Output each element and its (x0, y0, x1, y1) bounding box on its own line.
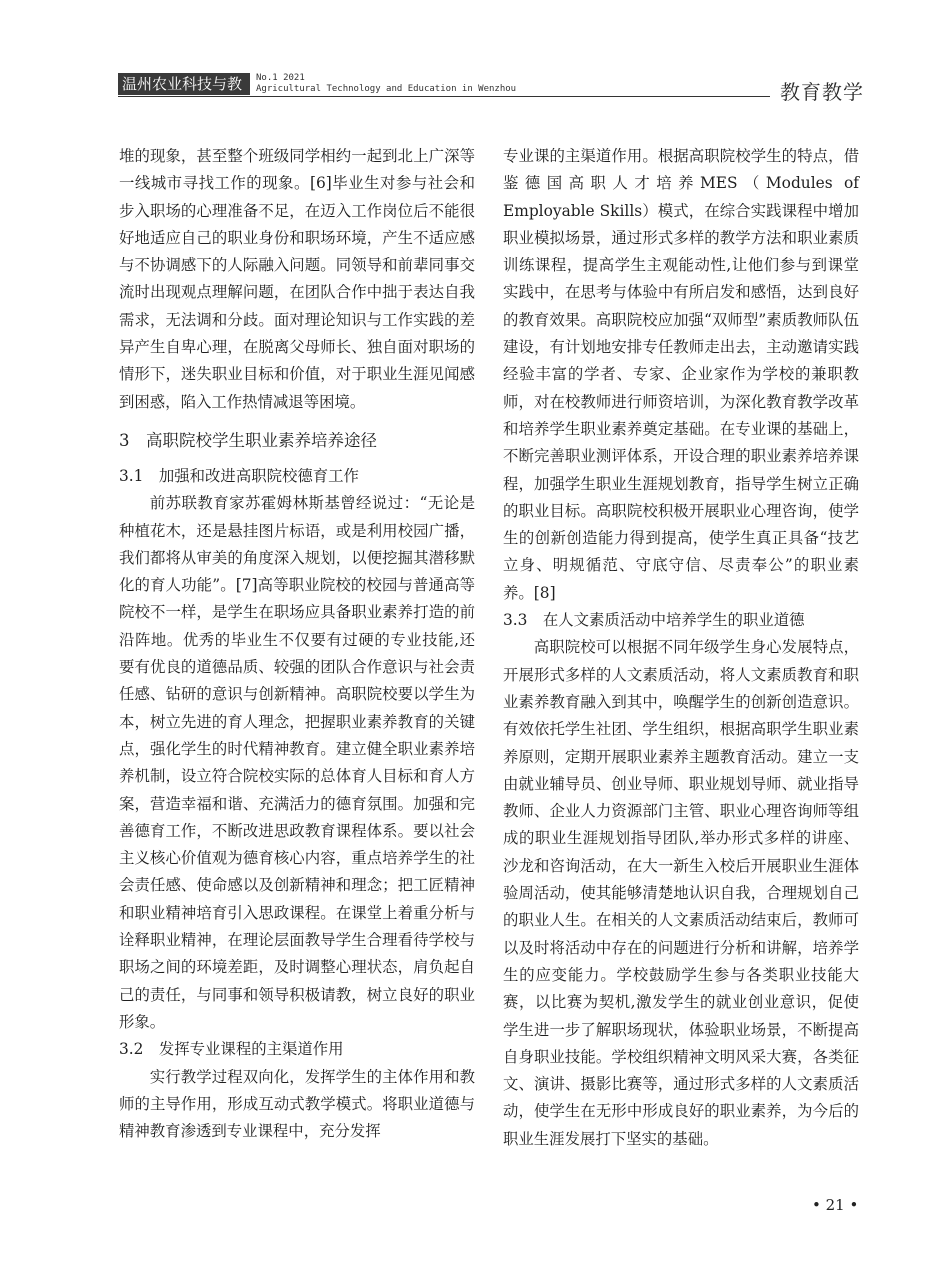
issue-number: No.1 2021 (256, 73, 305, 83)
paragraph: 前苏联教育家苏霍姆林斯基曾经说过：“无论是种植花木，还是悬挂图片标语，或是利用校园广播，我们都将从审美的角度深入规划，以便挖掘其潜移默化的育人功能”。[7]高等职业院校的校园与普通高等院校不一样，是学生在职场应具备职业素养打造的前沿阵地。优秀的毕业生不仅要有过硬的专业技能,还要有优良的道德品质、较强的团队合作意识与社会责任感、钻研的意识与创新精神。高职院校要以学生为本，树立先进的育人理念，把握职业素养教育的关键点，强化学生的时代精神教育。建立健全职业素养培养机制，设立符合院校实际的总体育人目标和育人方案，营造幸福和谐、充满活力的德育氛围。加强和完善德育工作，不断改进思政教育课程体系。要以社会主义核心价值观为德育核心内容，重点培养学生的社会责任感、使命感以及创新精神和理念；把工匠精神和职业精神培育引入思政课程。在课堂上着重分析与诠释职业精神，在理论层面教导学生合理看待学校与职场之间的环境差距，及时调整心理状态，肩负起自己的责任，与同事和领导积极请教，树立良好的职业形象。 (119, 494, 475, 1031)
left-column (119, 143, 475, 1145)
subsection-3-3-heading: 3.3 在人文素质活动中培养学生的职业道德 (503, 611, 805, 630)
page-number: • 21 • (812, 1196, 859, 1214)
paragraph: 专业课的主渠道作用。根据高职院校学生的特点，借鉴德国高职人才培养MES（Modules of Employable Skills）模式，在综合实践课程中增加职业模拟场景，通过形式多样的教学方法和职业素质训练课程，提高学生主观能动性,让他们参与到课堂实践中，在思考与体验中有所启发和感悟，达到良好的教育效果。高职院校应加强“双师型”素质教师队伍建设，有计划地安排专任教师走出去，主动邀请实践经验丰富的学者、专家、企业家作为学校的兼职教师，对在校教师进行师资培训，为深化教育教学改革和培养学生职业素养奠定基础。在专业课的基础上，不断完善职业测评体系，开设合理的职业素养培养课程，加强学生职业生涯规划教育，指导学生树立正确的职业目标。高职院校积极开展职业心理咨询，使学生的创新创造能力得到提高，使学生真正具备“技艺立身、明规循范、守底守信、尽责奉公”的职业素养。[8] (503, 147, 859, 602)
subsection-3-1-heading: 3.1 加强和改进高职院校德育工作 (119, 466, 359, 485)
header-divider (118, 96, 770, 97)
paragraph: 实行教学过程双向化，发挥学生的主体作用和教师的主导作用，形成互动式教学模式。将职业道德与精神教育渗透到专业课程中，充分发挥 (119, 1067, 475, 1141)
journal-english-title: Agricultural Technology and Education in Wenzhou (256, 84, 517, 94)
journal-title: 温州农业科技与教育 (118, 73, 250, 95)
paragraph: 堆的现象，甚至整个班级同学相约一起到北上广深等一线城市寻找工作的现象。[6]毕业生对参与社会和步入职场的心理准备不足，在迈入工作岗位后不能很好地适应自己的职业身份和职场环境，产生不适应感与不协调感下的人际融入问题。同领导和前辈同事交流时出现观点理解问题，在团队合作中拙于表达自我需求，无法调和分歧。面对理论知识与工作实践的差异产生自卑心理，在脱离父母师长、独自面对职场的情形下，迷失职业目标和价值，对于职业生涯见闻感到困惑，陷入工作热情减退等困境。 (119, 147, 475, 411)
section-heading: 教育教学 (780, 80, 864, 104)
issue-info (256, 73, 516, 95)
right-column (503, 143, 859, 1153)
section-3-heading: 3 高职院校学生职业素养培养途径 (119, 430, 377, 450)
subsection-3-2-heading: 3.2 发挥专业课程的主渠道作用 (119, 1040, 344, 1059)
paragraph: 高职院校可以根据不同年级学生身心发展特点，开展形式多样的人文素质活动，将人文素质教育和职业素养教育融入到其中，唤醒学生的创新创造意识。有效依托学生社团、学生组织，根据高职学生职业素养原则，定期开展职业素养主题教育活动。建立一支由就业辅导员、创业导师、职业规划导师、就业指导教师、企业人力资源部门主管、职业心理咨询师等组成的职业生涯规划指导团队,举办形式多样的讲座、沙龙和咨询活动，在大一新生入校后开展职业生涯体验周活动，使其能够清楚地认识自我，合理规划自己的职业人生。在相关的人文素质活动结束后，教师可以及时将活动中存在的问题进行分析和讲解，培养学生的应变能力。学校鼓励学生参与各类职业技能大赛，以比赛为契机,激发学生的就业创业意识，促使学生进一步了解职场现状，体验职业场景，不断提高自身职业技能。学校组织精神文明风采大赛，各类征文、演讲、摄影比赛等，通过形式多样的人文素质活动，使学生在无形中形成良好的职业素养，为今后的职业生涯发展打下坚实的基础。 (503, 638, 859, 1148)
